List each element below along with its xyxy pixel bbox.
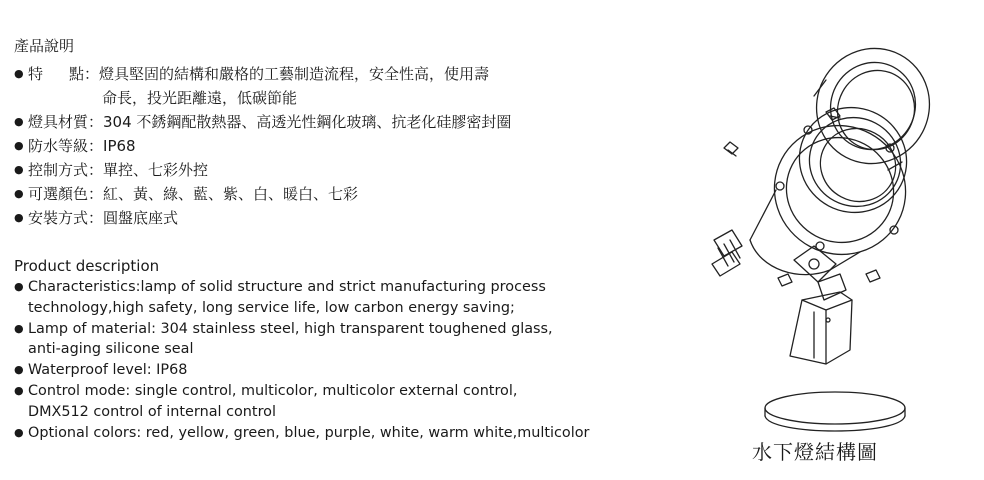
item-text: 單控、七彩外控 (103, 161, 209, 179)
item-label: 安裝方式： (28, 209, 104, 227)
item-label: 控制方式： (28, 161, 104, 179)
item-label: 特 點： (28, 65, 100, 83)
bullet-icon: ● (14, 280, 24, 293)
bullet-icon: ● (14, 115, 24, 128)
list-item (14, 381, 614, 402)
bullet-icon: ● (14, 139, 24, 152)
item-label: 防水等級： (28, 137, 104, 155)
item-label: 可選顏色： (28, 185, 104, 203)
english-heading: Product description (14, 257, 160, 275)
bullet-icon: ● (14, 321, 24, 335)
exploded-underwater-lamp-icon (690, 20, 970, 440)
list-item (14, 134, 574, 158)
chinese-list (14, 62, 574, 230)
item-text: Control mode: single control, multicolor, multicolor external control, (28, 382, 518, 399)
chinese-description (14, 36, 574, 230)
list-item-continuation: 命長，投光距離遠，低碳節能 (102, 89, 298, 107)
list-item (14, 319, 614, 340)
bullet-icon: ● (14, 363, 24, 377)
list-item (14, 62, 574, 86)
list-item (14, 110, 574, 134)
list-item (14, 182, 574, 206)
bullet-icon: ● (14, 163, 24, 176)
bullet-icon: ● (14, 211, 24, 224)
item-text: 燈具堅固的結構和嚴格的工藝制造流程，安全性高，使用壽 (99, 65, 490, 83)
list-item-continuation: anti-aging silicone seal (28, 341, 194, 358)
list-item (14, 360, 614, 381)
english-description (14, 256, 614, 443)
item-text: Waterproof level: IP68 (28, 362, 188, 379)
item-text: 紅、黃、綠、藍、紫、白、暖白、七彩 (103, 185, 359, 203)
english-list (14, 277, 614, 443)
item-text: Characteristics:lamp of solid structure and strict manufacturing process (28, 279, 546, 295)
bullet-icon: ● (14, 383, 24, 397)
item-text: 304 不銹鋼配散熱器、高透光性鋼化玻璃、抗老化硅膠密封圈 (103, 113, 512, 131)
bullet-icon: ● (14, 187, 24, 200)
item-label: 燈具材質： (28, 113, 104, 131)
list-item (14, 423, 614, 444)
list-item (14, 277, 614, 298)
top-ring (796, 28, 949, 183)
item-text: 圓盤底座式 (103, 209, 179, 227)
bullet-icon: ● (14, 425, 24, 439)
list-item (14, 206, 574, 230)
item-text: Optional colors: red, yellow, green, blue, purple, white, warm white,multicolor (28, 424, 590, 441)
cable-gland (712, 230, 742, 276)
item-text: IP68 (103, 137, 136, 155)
item-text: Lamp of material: 304 stainless steel, high transparent toughened glass, (28, 320, 553, 337)
list-item-continuation: DMX512 control of internal control (28, 403, 276, 420)
bullet-icon: ● (14, 67, 24, 80)
diagram-caption: 水下燈結構圖 (752, 440, 878, 464)
list-item-continuation: technology,high safety, long service life, low carbon energy saving; (28, 299, 515, 316)
mounting-bracket (778, 246, 880, 364)
list-item (14, 158, 574, 182)
base-disc (765, 392, 905, 431)
chinese-heading: 產品說明 (14, 37, 75, 55)
